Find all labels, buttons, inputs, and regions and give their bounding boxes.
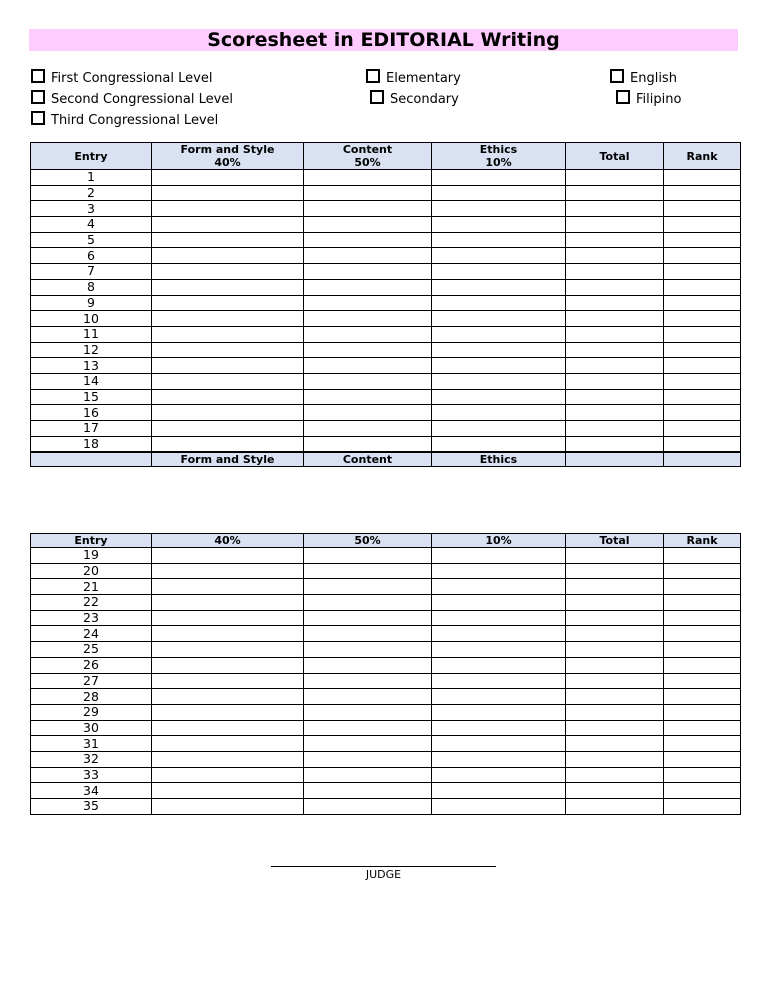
table-row: [31, 767, 741, 783]
table-row: [31, 548, 741, 564]
option-elementary[interactable]: [366, 69, 461, 87]
rank-cell[interactable]: [664, 767, 741, 783]
content-score-cell[interactable]: [304, 185, 432, 201]
ethics-score-cell[interactable]: [432, 405, 566, 421]
content-score-cell[interactable]: [304, 799, 432, 815]
total-cell[interactable]: [566, 595, 664, 611]
footer-blank: [31, 452, 152, 467]
ethics-score-cell[interactable]: [432, 751, 566, 767]
content-score-cell[interactable]: [304, 673, 432, 689]
ethics-score-cell[interactable]: [432, 720, 566, 736]
option-english[interactable]: [610, 69, 677, 87]
total-cell[interactable]: [566, 342, 664, 358]
rank-cell[interactable]: [664, 579, 741, 595]
content-score-cell[interactable]: [304, 720, 432, 736]
ethics-score-cell[interactable]: [432, 185, 566, 201]
content-score-cell[interactable]: [304, 610, 432, 626]
content-score-cell[interactable]: [304, 421, 432, 437]
table-row: [31, 736, 741, 752]
form-score-cell[interactable]: [152, 642, 304, 658]
content-score-cell[interactable]: [304, 579, 432, 595]
table-row: [31, 295, 741, 311]
entry-number: 12: [31, 342, 152, 358]
table-row: [31, 579, 741, 595]
checkbox-icon[interactable]: [610, 69, 624, 83]
form-score-cell[interactable]: [152, 248, 304, 264]
form-score-cell[interactable]: [152, 720, 304, 736]
rank-cell[interactable]: [664, 217, 741, 233]
entry-number: 11: [31, 326, 152, 342]
checkbox-icon[interactable]: [31, 69, 45, 83]
content-score-cell[interactable]: [304, 295, 432, 311]
ethics-score-cell[interactable]: [432, 595, 566, 611]
form-score-cell[interactable]: [152, 185, 304, 201]
content-score-cell[interactable]: [304, 248, 432, 264]
entry-number: 24: [31, 626, 152, 642]
rank-cell[interactable]: [664, 736, 741, 752]
entry-number: 7: [31, 264, 152, 280]
content-score-cell[interactable]: [304, 689, 432, 705]
page-title: Scoresheet in EDITORIAL Writing: [29, 29, 738, 51]
entry-number: 14: [31, 373, 152, 389]
table-row: [31, 642, 741, 658]
total-cell[interactable]: [566, 720, 664, 736]
content-score-cell[interactable]: [304, 170, 432, 186]
rank-cell[interactable]: [664, 405, 741, 421]
ethics-score-cell[interactable]: [432, 563, 566, 579]
table-row: [31, 610, 741, 626]
entry-number: 4: [31, 217, 152, 233]
content-score-cell[interactable]: [304, 736, 432, 752]
entry-number: 31: [31, 736, 152, 752]
ethics-score-cell[interactable]: [432, 232, 566, 248]
form-score-cell[interactable]: [152, 358, 304, 374]
footer-blank: [566, 452, 664, 467]
total-cell[interactable]: [566, 579, 664, 595]
table-header-row: [31, 143, 741, 170]
entry-number: 13: [31, 358, 152, 374]
total-cell[interactable]: [566, 248, 664, 264]
content-score-cell[interactable]: [304, 342, 432, 358]
entry-number: 18: [31, 436, 152, 452]
rank-cell[interactable]: [664, 751, 741, 767]
ethics-score-cell[interactable]: [432, 736, 566, 752]
table-row: [31, 673, 741, 689]
checkbox-icon[interactable]: [616, 90, 630, 104]
entry-number: 1: [31, 170, 152, 186]
entry-number: 9: [31, 295, 152, 311]
rank-cell[interactable]: [664, 185, 741, 201]
header-ethics: 10%: [432, 534, 566, 548]
content-score-cell[interactable]: [304, 595, 432, 611]
table-row: [31, 436, 741, 452]
table-row: [31, 201, 741, 217]
header-content: Content 50%: [304, 143, 432, 170]
form-score-cell[interactable]: [152, 548, 304, 564]
form-score-cell[interactable]: [152, 657, 304, 673]
entry-number: 27: [31, 673, 152, 689]
form-score-cell[interactable]: [152, 751, 304, 767]
option-label: Third Congressional Level: [51, 113, 219, 128]
rank-cell[interactable]: [664, 642, 741, 658]
rank-cell[interactable]: [664, 720, 741, 736]
table-row: [31, 421, 741, 437]
rank-cell[interactable]: [664, 673, 741, 689]
header-entry: Entry: [31, 534, 152, 548]
rank-cell[interactable]: [664, 799, 741, 815]
ethics-score-cell[interactable]: [432, 799, 566, 815]
rank-cell[interactable]: [664, 389, 741, 405]
total-cell[interactable]: [566, 657, 664, 673]
ethics-score-cell[interactable]: [432, 579, 566, 595]
option-label: Secondary: [390, 92, 459, 107]
table-row: [31, 358, 741, 374]
ethics-score-cell[interactable]: [432, 626, 566, 642]
judge-label: JUDGE: [365, 868, 402, 881]
content-score-cell[interactable]: [304, 563, 432, 579]
entry-number: 5: [31, 232, 152, 248]
rank-cell[interactable]: [664, 657, 741, 673]
rank-cell[interactable]: [664, 342, 741, 358]
total-cell[interactable]: [566, 783, 664, 799]
ethics-score-cell[interactable]: [432, 610, 566, 626]
ethics-score-cell[interactable]: [432, 279, 566, 295]
form-score-cell[interactable]: [152, 264, 304, 280]
entry-number: 6: [31, 248, 152, 264]
table-row: [31, 751, 741, 767]
option-second-level[interactable]: [31, 90, 233, 108]
entry-number: 19: [31, 548, 152, 564]
ethics-score-cell[interactable]: [432, 170, 566, 186]
header-content: 50%: [304, 534, 432, 548]
total-cell[interactable]: [566, 170, 664, 186]
rank-cell[interactable]: [664, 689, 741, 705]
option-secondary[interactable]: [370, 90, 459, 108]
table-row: [31, 342, 741, 358]
table-row: [31, 185, 741, 201]
table-row: [31, 170, 741, 186]
form-score-cell[interactable]: [152, 279, 304, 295]
score-table-1: [30, 142, 741, 467]
form-score-cell[interactable]: [152, 626, 304, 642]
total-cell[interactable]: [566, 185, 664, 201]
form-score-cell[interactable]: [152, 326, 304, 342]
header-total: Total: [566, 143, 664, 170]
entry-number: 30: [31, 720, 152, 736]
entry-number: 23: [31, 610, 152, 626]
table-row: [31, 689, 741, 705]
entry-number: 22: [31, 595, 152, 611]
total-cell[interactable]: [566, 373, 664, 389]
table-row: [31, 657, 741, 673]
rank-cell[interactable]: [664, 436, 741, 452]
ethics-score-cell[interactable]: [432, 548, 566, 564]
form-score-cell[interactable]: [152, 563, 304, 579]
ethics-score-cell[interactable]: [432, 657, 566, 673]
ethics-score-cell[interactable]: [432, 783, 566, 799]
rank-cell[interactable]: [664, 783, 741, 799]
form-score-cell[interactable]: [152, 610, 304, 626]
content-score-cell[interactable]: [304, 657, 432, 673]
form-score-cell[interactable]: [152, 799, 304, 815]
entry-number: 25: [31, 642, 152, 658]
option-third-level[interactable]: [31, 111, 218, 129]
entry-number: 32: [31, 751, 152, 767]
option-label: Elementary: [386, 71, 461, 86]
checkbox-icon[interactable]: [370, 90, 384, 104]
table-row: [31, 279, 741, 295]
form-score-cell[interactable]: [152, 421, 304, 437]
entry-number: 2: [31, 185, 152, 201]
total-cell[interactable]: [566, 642, 664, 658]
ethics-score-cell[interactable]: [432, 342, 566, 358]
rank-cell[interactable]: [664, 610, 741, 626]
total-cell[interactable]: [566, 405, 664, 421]
entry-number: 8: [31, 279, 152, 295]
content-score-cell[interactable]: [304, 311, 432, 327]
option-label: First Congressional Level: [51, 71, 213, 86]
total-cell[interactable]: [566, 673, 664, 689]
rank-cell[interactable]: [664, 626, 741, 642]
total-cell[interactable]: [566, 548, 664, 564]
ethics-score-cell[interactable]: [432, 389, 566, 405]
form-score-cell[interactable]: [152, 704, 304, 720]
entry-number: 17: [31, 421, 152, 437]
form-score-cell[interactable]: [152, 201, 304, 217]
ethics-score-cell[interactable]: [432, 358, 566, 374]
total-cell[interactable]: [566, 799, 664, 815]
total-cell[interactable]: [566, 736, 664, 752]
header-entry: Entry: [31, 143, 152, 170]
rank-cell[interactable]: [664, 232, 741, 248]
entry-number: 16: [31, 405, 152, 421]
form-score-cell[interactable]: [152, 595, 304, 611]
rank-cell[interactable]: [664, 326, 741, 342]
content-score-cell[interactable]: [304, 358, 432, 374]
content-score-cell[interactable]: [304, 704, 432, 720]
form-score-cell[interactable]: [152, 389, 304, 405]
table-row: [31, 563, 741, 579]
total-cell[interactable]: [566, 389, 664, 405]
rank-cell[interactable]: [664, 201, 741, 217]
ethics-score-cell[interactable]: [432, 217, 566, 233]
table-footer-row: [31, 452, 741, 467]
form-score-cell[interactable]: [152, 783, 304, 799]
footer-blank: [664, 452, 741, 467]
content-score-cell[interactable]: [304, 232, 432, 248]
form-score-cell[interactable]: [152, 405, 304, 421]
rank-cell[interactable]: [664, 595, 741, 611]
content-score-cell[interactable]: [304, 626, 432, 642]
entry-number: 28: [31, 689, 152, 705]
ethics-score-cell[interactable]: [432, 673, 566, 689]
option-label: English: [630, 71, 677, 86]
ethics-score-cell[interactable]: [432, 264, 566, 280]
header-total: Total: [566, 534, 664, 548]
form-score-cell[interactable]: [152, 373, 304, 389]
total-cell[interactable]: [566, 610, 664, 626]
rank-cell[interactable]: [664, 421, 741, 437]
ethics-score-cell[interactable]: [432, 295, 566, 311]
table-row: [31, 217, 741, 233]
total-cell[interactable]: [566, 232, 664, 248]
header-ethics: Ethics 10%: [432, 143, 566, 170]
checkbox-icon[interactable]: [366, 69, 380, 83]
entry-number: 26: [31, 657, 152, 673]
total-cell[interactable]: [566, 751, 664, 767]
total-cell[interactable]: [566, 217, 664, 233]
ethics-score-cell[interactable]: [432, 248, 566, 264]
entry-number: 29: [31, 704, 152, 720]
checkbox-icon[interactable]: [31, 111, 45, 125]
table-row: [31, 626, 741, 642]
table-row: [31, 326, 741, 342]
form-score-cell[interactable]: [152, 170, 304, 186]
option-label: Second Congressional Level: [51, 92, 233, 107]
total-cell[interactable]: [566, 436, 664, 452]
table-row: [31, 264, 741, 280]
table-row: [31, 704, 741, 720]
total-cell[interactable]: [566, 279, 664, 295]
total-cell[interactable]: [566, 311, 664, 327]
entry-number: 34: [31, 783, 152, 799]
form-score-cell[interactable]: [152, 579, 304, 595]
entry-number: 20: [31, 563, 152, 579]
total-cell[interactable]: [566, 767, 664, 783]
total-cell[interactable]: [566, 704, 664, 720]
form-score-cell[interactable]: [152, 736, 304, 752]
content-score-cell[interactable]: [304, 751, 432, 767]
total-cell[interactable]: [566, 326, 664, 342]
content-score-cell[interactable]: [304, 279, 432, 295]
rank-cell[interactable]: [664, 170, 741, 186]
ethics-score-cell[interactable]: [432, 373, 566, 389]
content-score-cell[interactable]: [304, 767, 432, 783]
rank-cell[interactable]: [664, 704, 741, 720]
judge-signature-line: [271, 866, 496, 867]
table-row: [31, 389, 741, 405]
content-score-cell[interactable]: [304, 217, 432, 233]
header-form: Form and Style 40%: [152, 143, 304, 170]
table-row: [31, 783, 741, 799]
header-form: 40%: [152, 534, 304, 548]
table-row: [31, 799, 741, 815]
rank-cell[interactable]: [664, 563, 741, 579]
ethics-score-cell[interactable]: [432, 201, 566, 217]
score-table-2: [30, 533, 741, 815]
content-score-cell[interactable]: [304, 373, 432, 389]
content-score-cell[interactable]: [304, 201, 432, 217]
content-score-cell[interactable]: [304, 436, 432, 452]
ethics-score-cell[interactable]: [432, 421, 566, 437]
form-score-cell[interactable]: [152, 689, 304, 705]
checkbox-icon[interactable]: [31, 90, 45, 104]
content-score-cell[interactable]: [304, 326, 432, 342]
footer-form: Form and Style: [152, 452, 304, 467]
total-cell[interactable]: [566, 626, 664, 642]
table-row: [31, 720, 741, 736]
table-row: [31, 232, 741, 248]
ethics-score-cell[interactable]: [432, 689, 566, 705]
ethics-score-cell[interactable]: [432, 311, 566, 327]
content-score-cell[interactable]: [304, 642, 432, 658]
content-score-cell[interactable]: [304, 264, 432, 280]
total-cell[interactable]: [566, 295, 664, 311]
entry-number: 21: [31, 579, 152, 595]
total-cell[interactable]: [566, 563, 664, 579]
form-score-cell[interactable]: [152, 767, 304, 783]
entry-number: 15: [31, 389, 152, 405]
form-score-cell[interactable]: [152, 342, 304, 358]
ethics-score-cell[interactable]: [432, 326, 566, 342]
ethics-score-cell[interactable]: [432, 436, 566, 452]
content-score-cell[interactable]: [304, 548, 432, 564]
entry-number: 33: [31, 767, 152, 783]
table-row: [31, 373, 741, 389]
total-cell[interactable]: [566, 201, 664, 217]
table-header-row: [31, 534, 741, 548]
form-score-cell[interactable]: [152, 217, 304, 233]
content-score-cell[interactable]: [304, 783, 432, 799]
total-cell[interactable]: [566, 358, 664, 374]
rank-cell[interactable]: [664, 264, 741, 280]
form-score-cell[interactable]: [152, 232, 304, 248]
entry-number: 10: [31, 311, 152, 327]
rank-cell[interactable]: [664, 311, 741, 327]
total-cell[interactable]: [566, 264, 664, 280]
form-score-cell[interactable]: [152, 295, 304, 311]
form-score-cell[interactable]: [152, 673, 304, 689]
footer-ethics: Ethics: [432, 452, 566, 467]
total-cell[interactable]: [566, 421, 664, 437]
table-row: [31, 595, 741, 611]
rank-cell[interactable]: [664, 295, 741, 311]
option-first-level[interactable]: [31, 69, 212, 87]
table-row: [31, 248, 741, 264]
table-row: [31, 311, 741, 327]
ethics-score-cell[interactable]: [432, 767, 566, 783]
ethics-score-cell[interactable]: [432, 704, 566, 720]
content-score-cell[interactable]: [304, 389, 432, 405]
ethics-score-cell[interactable]: [432, 642, 566, 658]
total-cell[interactable]: [566, 689, 664, 705]
rank-cell[interactable]: [664, 279, 741, 295]
entry-number: 3: [31, 201, 152, 217]
form-score-cell[interactable]: [152, 436, 304, 452]
rank-cell[interactable]: [664, 548, 741, 564]
rank-cell[interactable]: [664, 248, 741, 264]
option-filipino[interactable]: [616, 90, 681, 108]
rank-cell[interactable]: [664, 358, 741, 374]
form-score-cell[interactable]: [152, 311, 304, 327]
header-rank: Rank: [664, 534, 741, 548]
rank-cell[interactable]: [664, 373, 741, 389]
option-label: Filipino: [636, 92, 682, 107]
header-rank: Rank: [664, 143, 741, 170]
footer-content: Content: [304, 452, 432, 467]
table-row: [31, 405, 741, 421]
entry-number: 35: [31, 799, 152, 815]
content-score-cell[interactable]: [304, 405, 432, 421]
